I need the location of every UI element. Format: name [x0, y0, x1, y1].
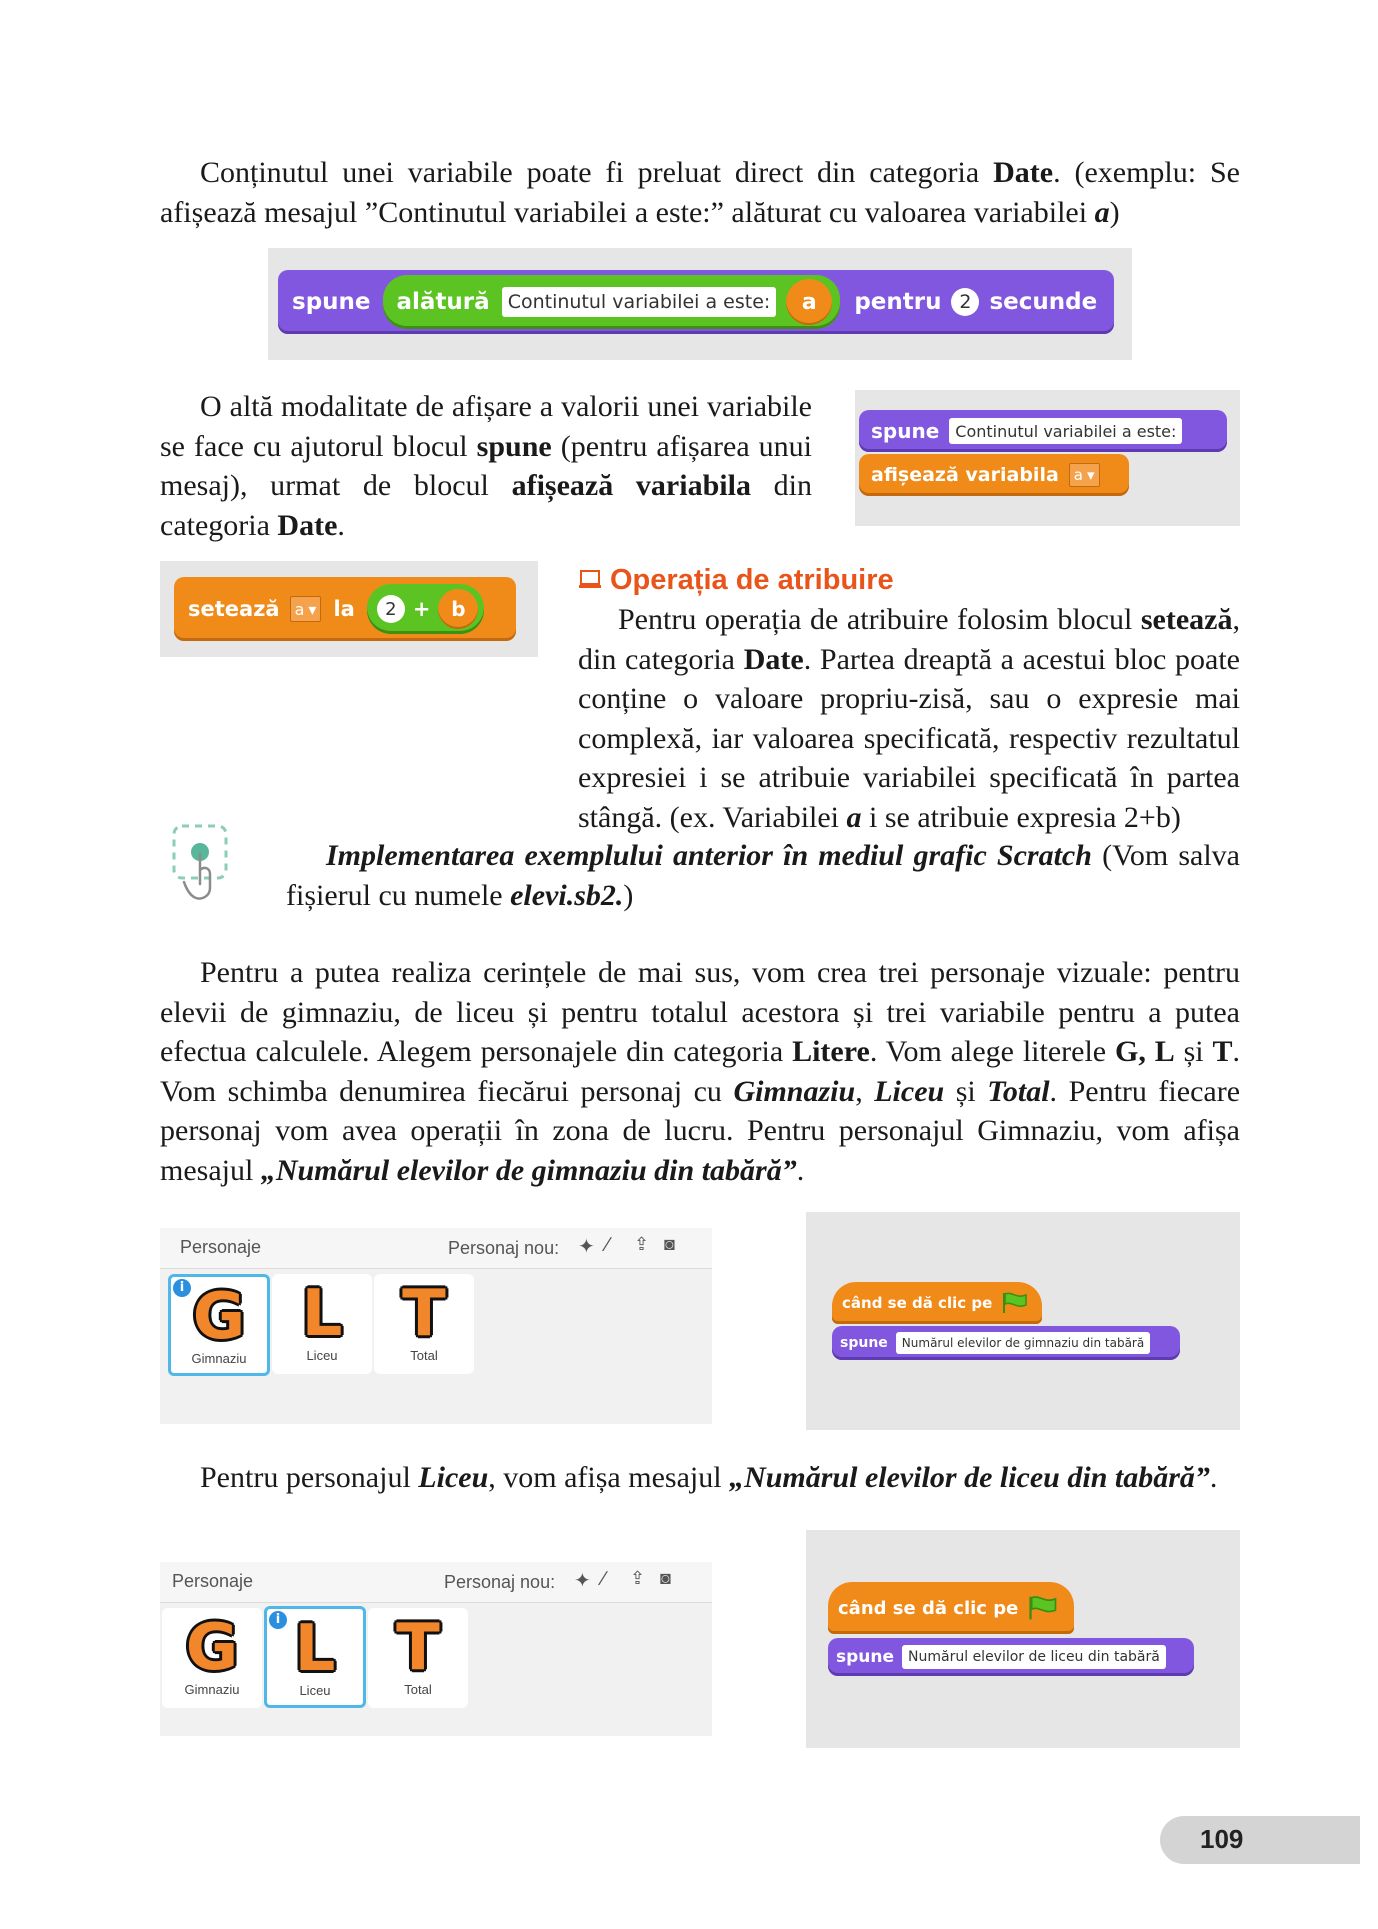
- say-label: spune: [292, 289, 371, 315]
- sprites-panel-2: [160, 1562, 712, 1736]
- paint-brush-icon[interactable]: ∕: [602, 1568, 606, 1590]
- sprite-tile-liceu[interactable]: i L Liceu: [264, 1606, 366, 1708]
- seconds-label: secunde: [989, 289, 1098, 315]
- sprites-title: Personaje: [172, 1571, 254, 1591]
- green-flag-icon: [1026, 1594, 1060, 1622]
- paint-brush-icon[interactable]: ∕: [606, 1234, 610, 1256]
- paragraph-assignment-top: Pentru operația de atribuire folosim blocul setează, din categoria Date. Partea dreaptă a acestui bloc poate conține o valoare propriu-zisă, sau o expresie mai complexă, iar valoarea specificată, respectiv rezultatul expresiei i se atribuie variabilei specificată în partea stângă. (ex. Variabilei a i se atribuie expresia 2+b): [578, 603, 1241, 834]
- variable-a-reporter[interactable]: a: [786, 279, 832, 325]
- when-flag-clicked-block[interactable]: când se dă clic pe: [828, 1582, 1074, 1634]
- plus-label: +: [412, 597, 431, 621]
- seconds-field[interactable]: 2: [951, 288, 979, 316]
- camera-icon[interactable]: ◙: [660, 1568, 671, 1588]
- show-variable-label: afișează variabila: [871, 464, 1059, 486]
- upload-icon[interactable]: ⇪: [634, 1234, 650, 1254]
- sprite-name: Liceu: [306, 1348, 338, 1363]
- say-text-field[interactable]: Numărul elevilor de liceu din tabără: [902, 1645, 1166, 1669]
- variable-dropdown[interactable]: a ▾: [290, 596, 322, 622]
- paragraph-other-method: O altă modalitate de afișare a valorii unei variabile se face cu ajutorul blocul spune (pentru afișarea unui mesaj), urmat de blocul afișează variabila din categoria Date.: [160, 390, 812, 542]
- sprites-panel-1: [160, 1228, 712, 1424]
- say-block[interactable]: [859, 410, 1227, 452]
- upload-icon[interactable]: ⇪: [630, 1568, 646, 1588]
- script-panel-1: [806, 1212, 1240, 1430]
- camera-icon[interactable]: ◙: [664, 1234, 675, 1254]
- new-sprite-label: Personaj nou:: [448, 1238, 560, 1258]
- say-label: spune: [836, 1647, 895, 1667]
- variable-b-reporter[interactable]: b: [438, 589, 478, 629]
- say-text-field[interactable]: Continutul variabilei a este:: [949, 418, 1182, 444]
- paragraph-intro: Conținutul unei variabile poate fi preluat direct din categoria Date. (exemplu: Se afișează mesajul ”Continutul variabilei a este:” alăturat cu valoarea variabilei a): [160, 156, 1240, 229]
- computer-icon: [578, 569, 602, 591]
- say-label: spune: [840, 1335, 888, 1351]
- to-label: la: [333, 597, 355, 621]
- sprite-name: Liceu: [299, 1683, 331, 1698]
- say-block[interactable]: [832, 1326, 1180, 1360]
- dropdown-arrow-icon: ▾: [308, 599, 317, 619]
- block1-panel: [268, 248, 1132, 360]
- say-block[interactable]: [828, 1638, 1194, 1676]
- info-icon[interactable]: i: [269, 1611, 287, 1629]
- for-label: pentru: [854, 289, 942, 315]
- say-text-field[interactable]: Numărul elevilor de gimnaziu din tabără: [896, 1332, 1150, 1354]
- join-label: alătură: [396, 289, 490, 315]
- sprite-name: Gimnaziu: [184, 1682, 240, 1697]
- variable-dropdown[interactable]: a ▾: [1069, 463, 1100, 487]
- sprite-name: Total: [404, 1682, 432, 1697]
- section-heading: [578, 560, 894, 600]
- paragraph-implementation: Implementarea exemplului anterior în mediul grafic Scratch (Vom salva fișierul cu numele elevi.sb2.): [286, 839, 1241, 912]
- script-panel-2: [806, 1530, 1240, 1748]
- sprite-tile-gimnaziu[interactable]: G Gimnaziu: [162, 1608, 262, 1708]
- sprite-tile-total[interactable]: T Total: [374, 1274, 474, 1374]
- sprites-header: [160, 1562, 712, 1603]
- sprites-header: [160, 1228, 712, 1269]
- join-block[interactable]: [383, 275, 841, 329]
- paragraph-sprites: Pentru a putea realiza cerințele de mai sus, vom crea trei personaje vizuale: pentru elevii de gimnaziu, de liceu și pentru totalul acestora și trei variabile pentru a putea efectua calculele. Alegem personajele din categoria Litere. Vom alege literele G, L și T. Vom schimba denumirea fiecărui personaj cu Gimnaziu, Liceu și Total. Pentru fiecare personaj vom avea operații în zona de lucru. Pentru personajul Gimnaziu, vom afișa mesajul „Numărul elevilor de gimnaziu din tabără”.: [160, 956, 1241, 1187]
- sprite-tile-total[interactable]: T Total: [368, 1608, 468, 1708]
- block2-panel: [855, 390, 1240, 526]
- sprite-library-icon[interactable]: ✦: [574, 1570, 591, 1592]
- page-number-tab: [1160, 1816, 1360, 1864]
- sprite-name: Gimnaziu: [191, 1351, 247, 1366]
- paragraph-liceu: Pentru personajul Liceu, vom afișa mesajul „Numărul elevilor de liceu din tabără”.: [200, 1461, 1218, 1494]
- dropdown-arrow-icon: ▾: [1086, 466, 1095, 484]
- show-variable-block[interactable]: [859, 454, 1129, 496]
- when-flag-clicked-block[interactable]: când se dă clic pe: [832, 1282, 1042, 1324]
- sprite-tile-liceu[interactable]: L Liceu: [272, 1274, 372, 1374]
- set-label: setează: [188, 597, 280, 621]
- info-icon[interactable]: i: [173, 1279, 191, 1297]
- operand-number-field[interactable]: 2: [377, 595, 405, 623]
- set-variable-block[interactable]: [174, 577, 516, 641]
- sprite-name: Total: [410, 1348, 438, 1363]
- section-title: Operația de atribuire: [610, 563, 894, 596]
- touch-hand-icon: [168, 822, 236, 904]
- new-sprite-label: Personaj nou:: [444, 1572, 556, 1592]
- add-operator-block[interactable]: [367, 584, 485, 634]
- say-label: spune: [871, 419, 940, 443]
- sprite-tile-gimnaziu[interactable]: i G Gimnaziu: [168, 1274, 270, 1376]
- page-number: 109: [1200, 1824, 1244, 1854]
- sprites-title: Personaje: [180, 1237, 262, 1257]
- sprite-library-icon[interactable]: ✦: [578, 1236, 595, 1258]
- say-for-secs-block[interactable]: [278, 270, 1114, 334]
- block3-panel: [160, 561, 538, 657]
- green-flag-icon: [1000, 1291, 1030, 1315]
- join-text-field[interactable]: Continutul variabilei a este:: [502, 287, 777, 317]
